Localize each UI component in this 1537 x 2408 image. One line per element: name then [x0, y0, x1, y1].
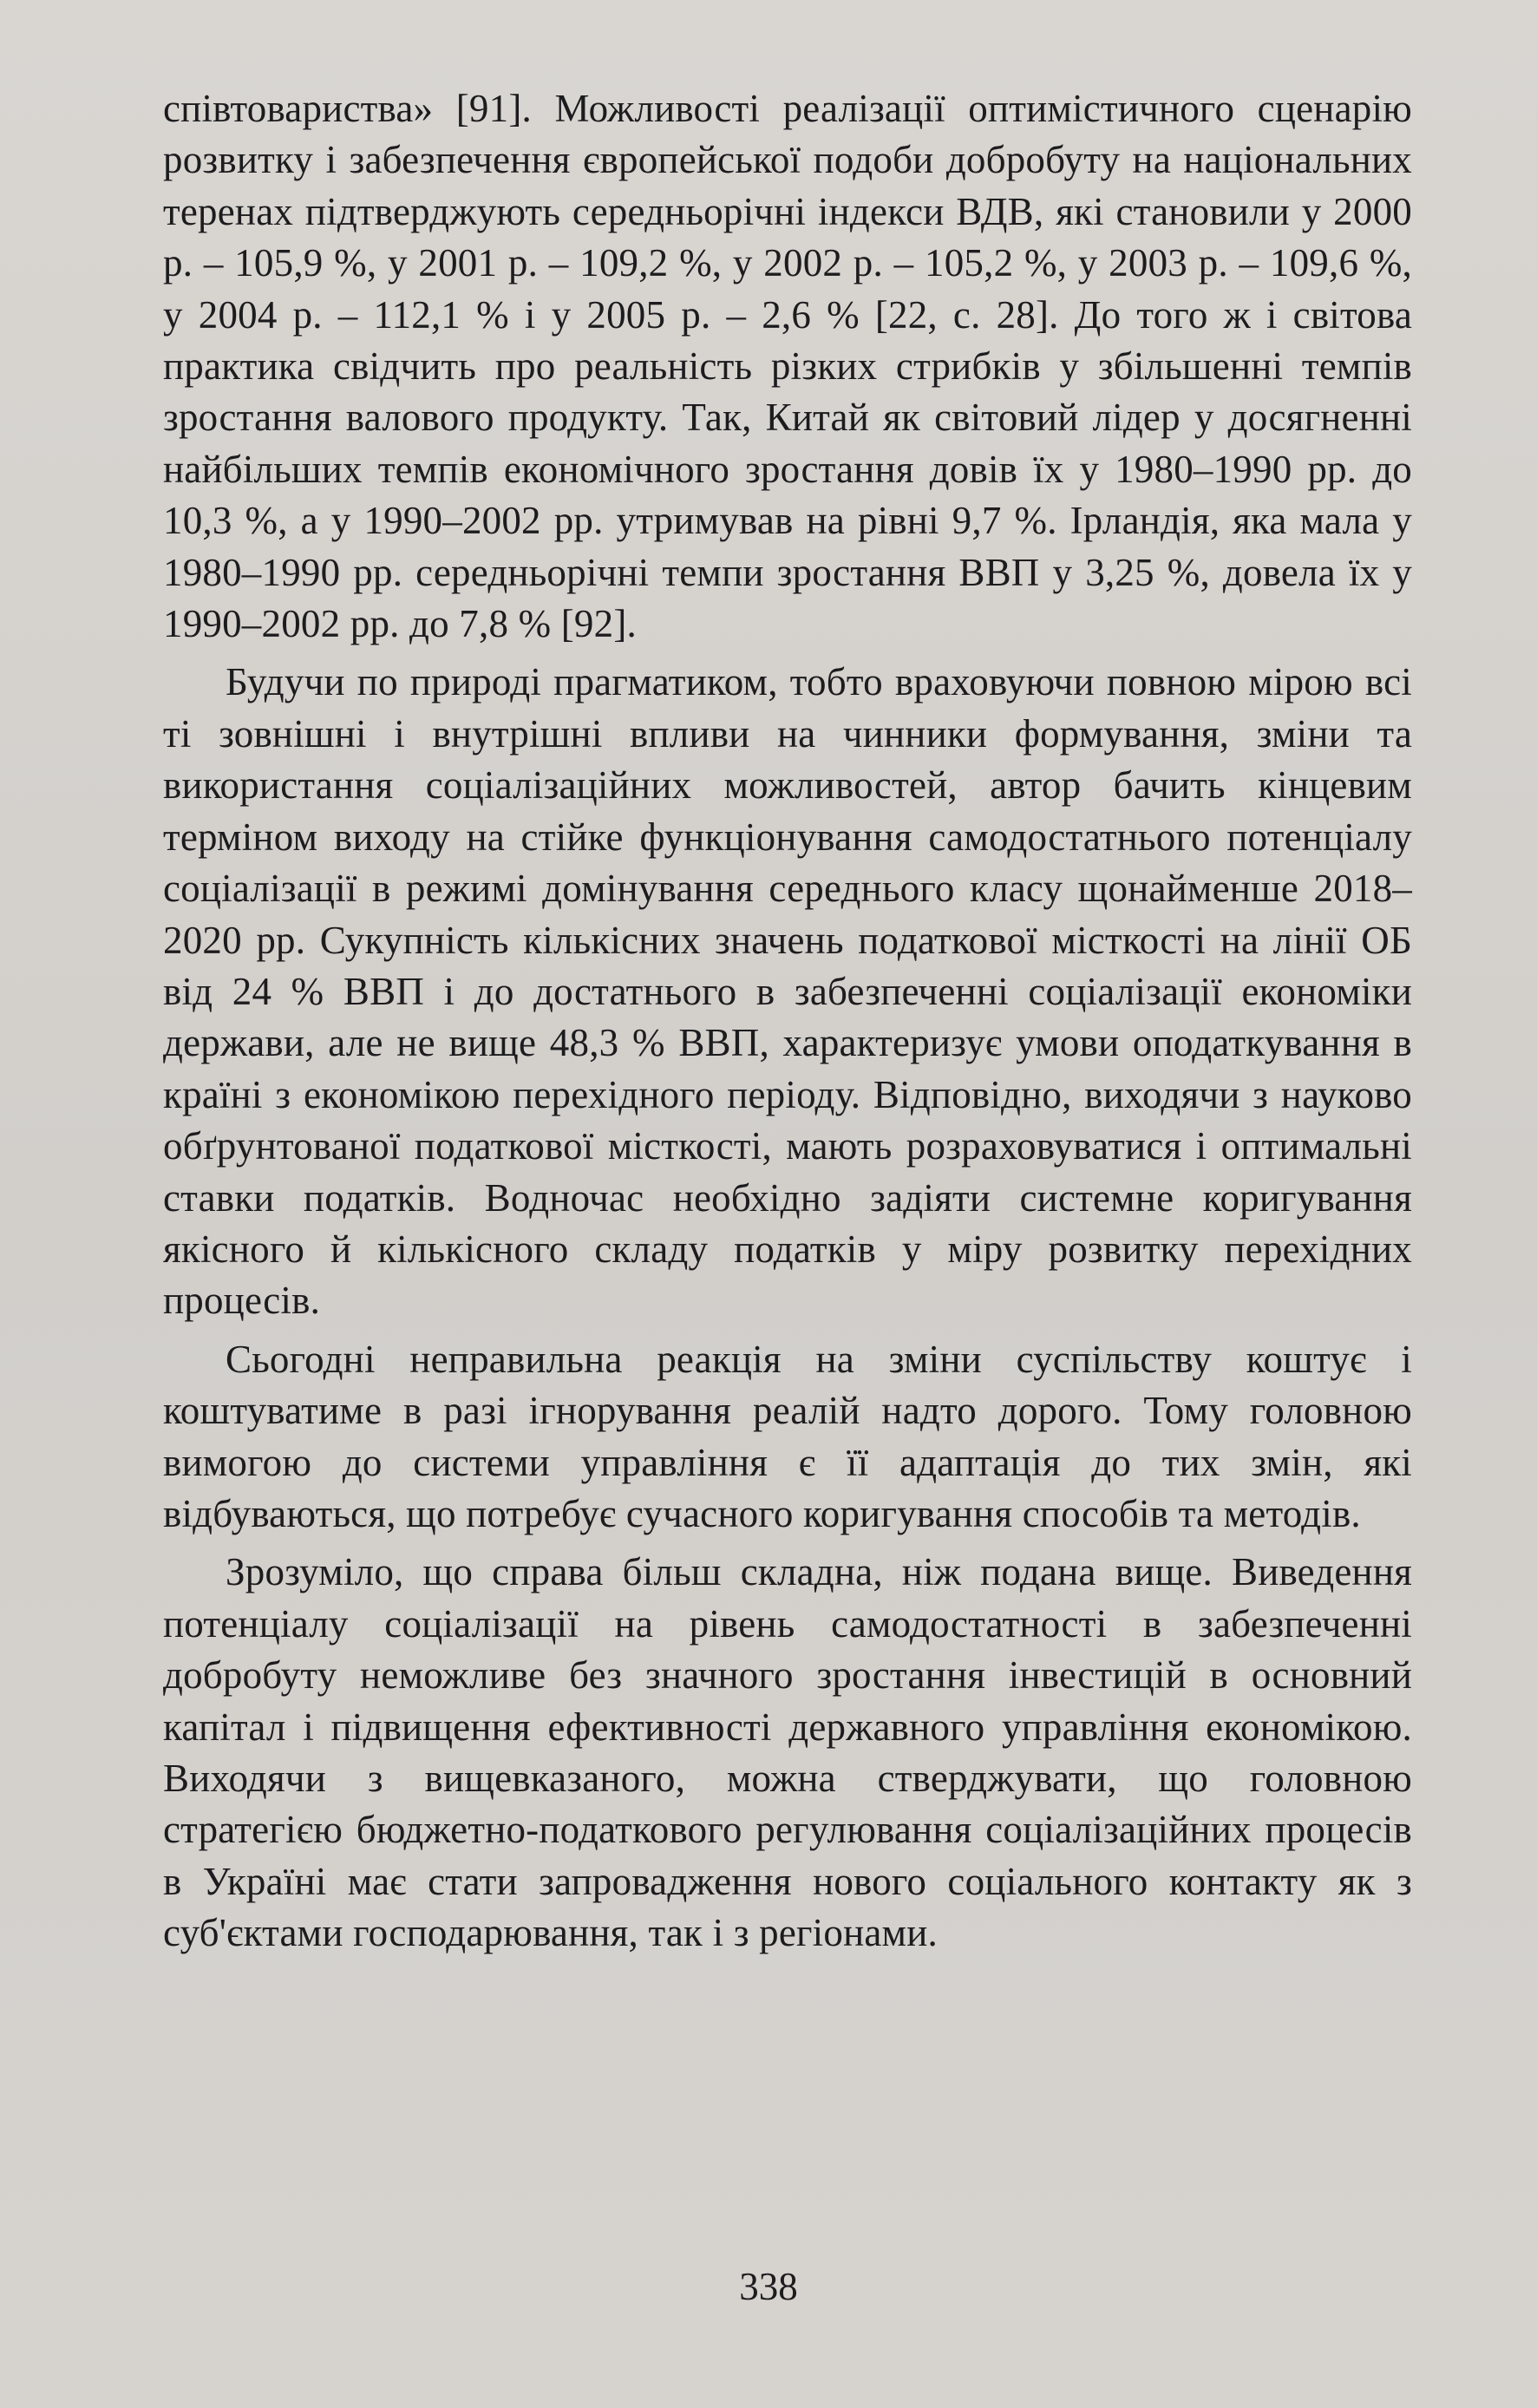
paragraph: Сьогодні неправильна реакція на зміни суспільству коштує і коштуватиме в разі ігнорування реалій надто дорого. Тому головною вимогою до системи управління є її адаптація до тих змін, які відбуваються, що потребує сучасного коригування способів та методів.: [163, 1337, 1412, 1535]
paragraph: Зрозуміло, що справа більш складна, ніж подана вище. Виведення потенціалу соціалізації на рівень самодостатності в забезпеченні добробуту неможливе без значного зростання інвестицій в основний капітал і підвищення ефективності державного управління економікою. Виходячи з вищевказаного, можна стверджувати, що головною стратегією бюджетно-податкового регулювання соціалізаційних процесів в Україні має стати запровадження нового соціального контакту як з суб'єктами господарювання, так і з регіонами.: [163, 1550, 1412, 1955]
paragraph: Будучи по природі прагматиком, тобто враховуючи повною мірою всі ті зовнішні і внутрішні впливи на чинники формування, зміни та використання соціалізаційних можливостей, автор бачить кінцевим терміном виходу на стійке функціонування самодостатнього потенціалу соціалізації в режимі домінування середнього класу щонайменше 2018–2020 рр. Сукупність кількісних значень податкової місткості на лінії ОБ від 24 % ВВП і до достатнього в забезпеченні соціалізації економіки держави, але не вище 48,3 % ВВП, характеризує умови оподаткування в країні з економікою перехідного періоду. Відповідно, виходячи з науково обґрунтованої податкової місткості, мають розраховуватися і оптимальні ставки податків. Водночас необхідно задіяти системне коригування якісного й кількісного складу податків у міру розвитку перехідних процесів.: [163, 660, 1412, 1323]
paragraph-continuation: співтовариства» [91]. Можливості реалізації оптимістичного сценарію розвитку і забезпечення європейської подоби добробуту на національних теренах підтверджують середньорічні індекси ВДВ, які становили у 2000 р. – 105,9 %, у 2001 р. – 109,2 %, у 2002 р. – 105,2 %, у 2003 р. – 109,6 %, у 2004 р. – 112,1 % і у 2005 р. – 2,6 % [22, с. 28]. До того ж і світова практика свідчить про реальність різких стрибків у збільшенні темпів зростання валового продукту. Так, Китай як світовий лідер у досягненні найбільших темпів економічного зростання довів їх у 1980–1990 рр. до 10,3 %, а у 1990–2002 рр. утримував на рівні 9,7 %. Ірландія, яка мала у 1980–1990 рр. середньорічні темпи зростання ВВП у 3,25 %, довела їх у 1990–2002 рр. до 7,8 % [92].: [163, 87, 1412, 646]
page-number: 338: [739, 2265, 798, 2308]
body-text: [163, 83, 1412, 1966]
